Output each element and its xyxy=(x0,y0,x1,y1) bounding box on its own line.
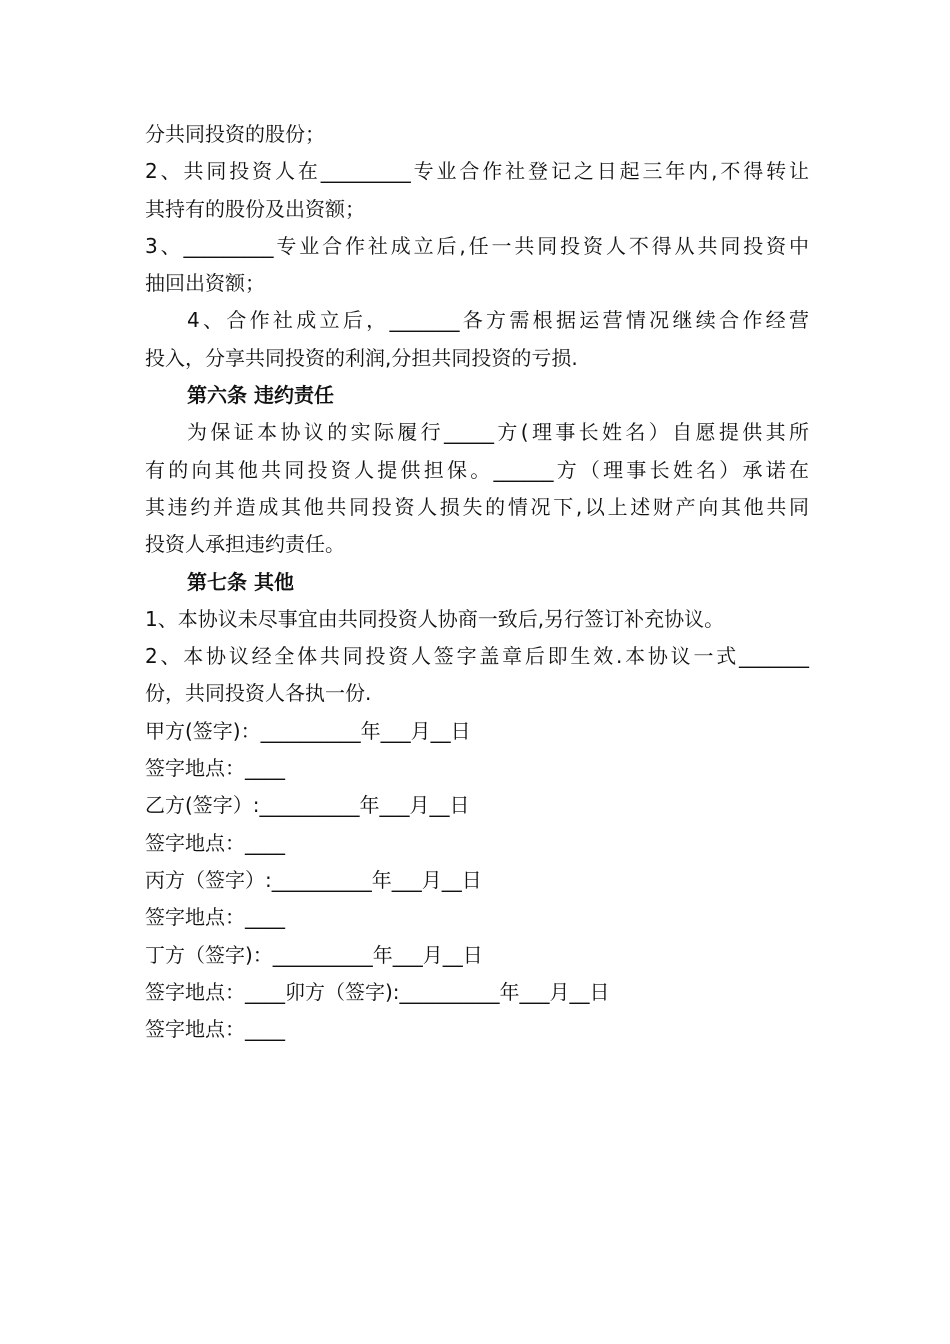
clause-5-item-4: 4、合作社成立后，_______各方需根据运营情况继续合作经营 xyxy=(187,308,809,333)
party-d-signing-place-and-party-e-signature: 签字地点：____卯方（签字):__________年___月__日 xyxy=(145,979,610,1004)
party-a-signing-place: 签字地点：____ xyxy=(145,756,285,781)
clause-6-paragraph-line-1: 为保证本协议的实际履行_____方(理事长姓名）自愿提供其所 xyxy=(187,420,809,445)
clause-6-paragraph-line-2: 有的向其他共同投资人提供担保。______方（理事长姓名）承诺在 xyxy=(145,457,809,482)
clause-5-item-2-continuation: 其持有的股份及出资额； xyxy=(145,196,365,221)
clause-6-paragraph-line-4: 投资人承担违约责任。 xyxy=(145,532,345,557)
clause-7-item-2-continuation: 份，共同投资人各执一份. xyxy=(145,681,372,706)
party-b-signature: 乙方(签字）:__________年___月__日 xyxy=(145,793,470,818)
clause-7-item-1: 1、本协议未尽事宜由共同投资人协商一致后,另行签订补充协议。 xyxy=(145,606,725,631)
party-b-signing-place: 签字地点：____ xyxy=(145,830,285,855)
clause-5-item-3: 3、_________专业合作社成立后,任一共同投资人不得从共同投资中 xyxy=(145,233,809,258)
document-page xyxy=(145,116,809,1048)
clause-7-heading: 第七条 其他 xyxy=(187,569,294,594)
clause-5-item-4-continuation: 投入，分享共同投资的利润,分担共同投资的亏损. xyxy=(145,345,578,370)
clause-6-heading: 第六条 违约责任 xyxy=(187,383,334,408)
clause-5-item-3-continuation: 抽回出资额； xyxy=(145,271,265,296)
party-e-signing-place: 签字地点：____ xyxy=(145,1017,285,1042)
clause-7-item-2: 2、本协议经全体共同投资人签字盖章后即生效.本协议一式_______ xyxy=(145,644,809,669)
clause-6-paragraph-line-3: 其违约并造成其他共同投资人损失的情况下,以上述财产向其他共同 xyxy=(145,494,809,519)
party-c-signature: 丙方（签字）:__________年___月__日 xyxy=(145,867,482,892)
party-d-signature: 丁方（签字)：__________年___月__日 xyxy=(145,942,483,967)
clause-5-item-1-continuation: 分共同投资的股份； xyxy=(145,122,325,146)
party-c-signing-place: 签字地点：____ xyxy=(145,905,285,930)
clause-5-item-2: 2、共同投资人在_________专业合作社登记之日起三年内,不得转让 xyxy=(145,159,809,184)
party-a-signature: 甲方(签字)：__________年___月__日 xyxy=(145,718,471,743)
